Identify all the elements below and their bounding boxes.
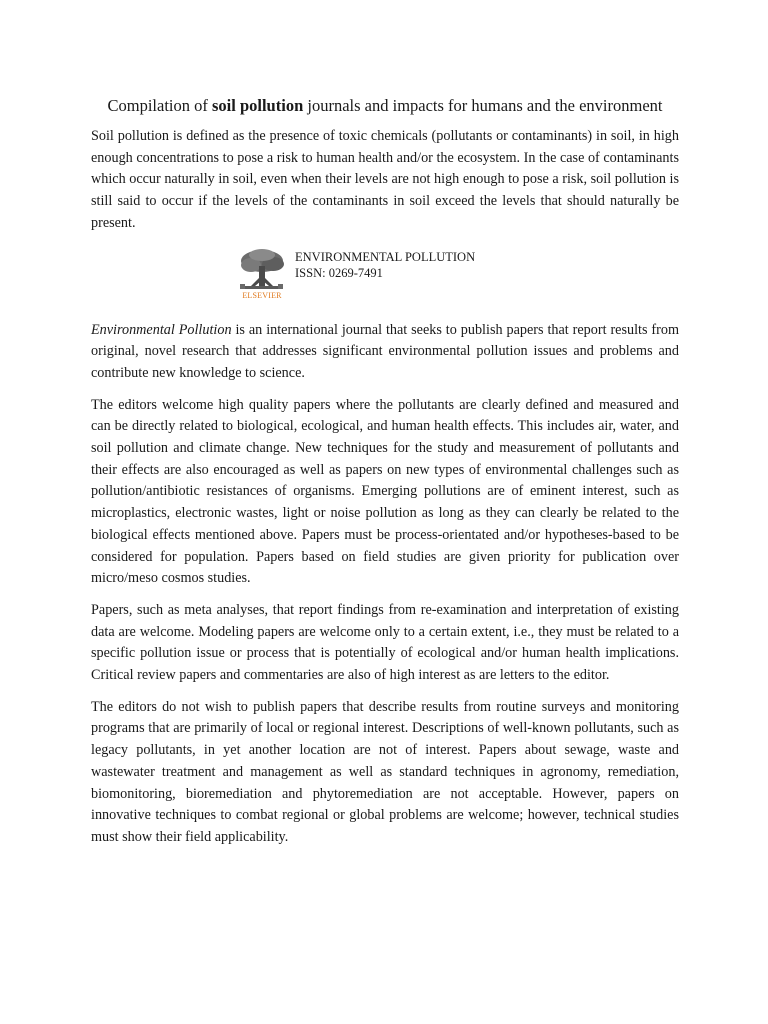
title-prefix: Compilation of	[107, 96, 212, 115]
paragraph-4: The editors do not wish to publish papers that describe results from routine surveys and monitoring programs that are primarily of local or regional interest. Descriptions of well-known pollutants, such as legacy pollutants, in yet another location are not of interest. Papers about sewage, waste and wastewater treatment and management as well as standard techniques in agronomy, remediation, biomonitoring, bioremediation and phytoremediation are not acceptable. However, papers on innovative techniques to combat regional or global problems are welcome; however, technical studies must show their field applicability.	[91, 698, 679, 845]
intro-paragraph: Soil pollution is defined as the presence of toxic chemicals (pollutants or contaminants) in soil, in high enough concentrations to pose a risk to human health and/or the ecosystem. In the case of contaminants which occur naturally in soil, even when their levels are not high enough to pose a risk, soil pollution is still said to occur if the levels of the contaminants in soil exceed the levels that should naturally be present.	[91, 128, 679, 231]
title-bold: soil pollution	[212, 96, 304, 115]
journal-name: ENVIRONMENTAL POLLUTION	[295, 249, 476, 264]
journal-name-italic: Environmental Pollution	[91, 321, 232, 338]
tree-icon	[237, 248, 287, 292]
journal-block	[237, 248, 679, 304]
paragraph-1	[91, 320, 679, 385]
journal-info	[295, 249, 475, 281]
paragraph-3: Papers, such as meta analyses, that report findings from re-examination and interpretation of existing data are welcome. Modeling papers are welcome only to a certain extent, i.e., they must be related to a specific pollution issue or process that is potentially of ecological and/or human health implications. Critical review papers and commentaries are also of high interest as are letters to the editor.	[91, 601, 679, 684]
elsevier-logo	[237, 248, 287, 304]
page-title	[91, 92, 679, 120]
title-suffix: journals and impacts for humans and the environment	[303, 96, 663, 115]
paragraph-1-text: is an international journal that seeks to publish papers that report results from original, novel research that addresses significant environmental pollution issues and problems and contribute new knowledge to science.	[91, 321, 680, 381]
journal-issn: ISSN: 0269-7491	[295, 265, 383, 280]
document-page	[91, 92, 679, 859]
paragraph-2: The editors welcome high quality papers where the pollutants are clearly defined and measured and can be directly related to biological, ecological, and human health effects. This includes air, water, and soil pollution and climate change. New techniques for the study and measurement of pollutants and their effects are also encouraged as well as papers on new types of environmental challenges such as pollution/antibiotic resistances of organisms. Emerging pollutions are of eminent interest, such as microplastics, electronic wastes, light or noise pollution as long as they can clearly be related to the biological effects mentioned above. Papers must be process-orientated and/or hypotheses-based to be considered for population. Papers based on field studies are given priority for publication over micro/meso cosmos studies.	[91, 396, 679, 587]
elsevier-logo-text: ELSEVIER	[242, 290, 282, 300]
